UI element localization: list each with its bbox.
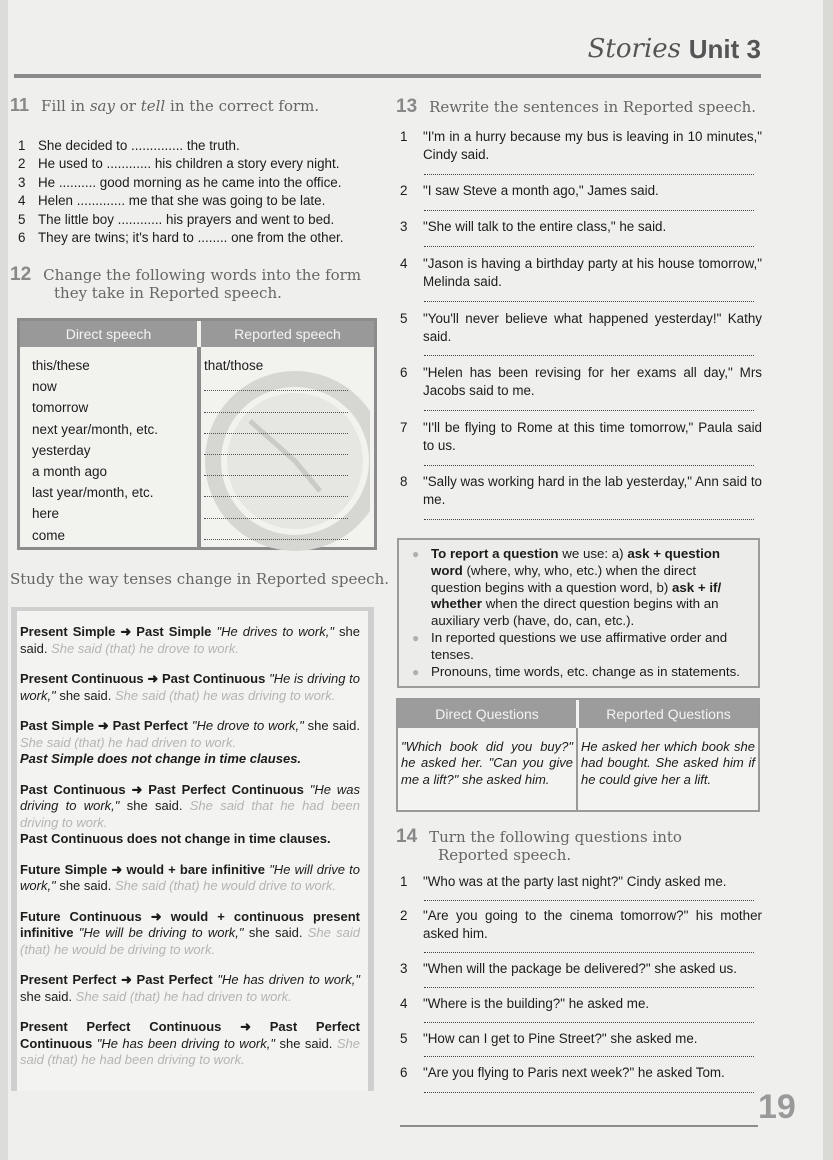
rule-bullet: ● To report a question we use: a) ask + question word (where, why, who, etc.) when the direct question begins with a question word, b) ask + if/ whether when the direct question begins with an auxiliary verb (have, do, can, etc.).: [412, 546, 722, 629]
ex12-heading: [10, 266, 370, 302]
col-reported-speech: Reported speech: [201, 321, 374, 347]
tense-example: "He has been driving to work,": [96, 1035, 275, 1051]
ex14-heading: [396, 828, 756, 864]
item-number: 8: [400, 474, 408, 489]
answer-line[interactable]: [424, 1092, 754, 1093]
tense-example: "He drove to work,": [191, 718, 304, 733]
item-text: "Jason is having a birthday party at his house tomorrow," Melinda said.: [423, 256, 762, 289]
tense-said: she said.: [59, 687, 112, 703]
list-item: [18, 211, 378, 229]
study-title: Study the way tenses change in Reported speech.: [10, 570, 390, 588]
item-number: 2: [400, 908, 408, 923]
item-number: 6: [400, 365, 408, 380]
answer-blank[interactable]: [204, 525, 366, 546]
ex11-or: or: [119, 97, 136, 115]
answer-line[interactable]: [424, 465, 754, 466]
ex11-number: 11: [10, 95, 30, 115]
tense-answer: She said (that) he had been driving to work.: [20, 1035, 360, 1067]
questions-table: [396, 698, 760, 812]
ex13-instruction: Rewrite the sentences in Reported speech.: [429, 98, 757, 116]
tense-example: "He will drive to work,": [20, 861, 360, 893]
page-edge-right: [823, 0, 833, 1160]
answer-line[interactable]: [424, 355, 754, 356]
item-text: "Sally was working hard in the lab yesterday," Ann said to me.: [423, 474, 762, 507]
tense-said: she said.: [126, 798, 183, 813]
answer-line[interactable]: [424, 952, 754, 953]
footer-rule: [400, 1125, 758, 1127]
unit-label: Unit 3: [688, 34, 761, 64]
question-rules-box: [397, 538, 760, 688]
rule-bold: ask + question word: [431, 546, 721, 578]
direct-cell: yesterday: [32, 442, 91, 458]
item-text: "Are you going to the cinema tomorrow?" his mother asked him.: [423, 908, 762, 941]
answer-line[interactable]: [424, 410, 754, 411]
rule-text: we use: a): [562, 546, 624, 561]
reported-questions-cell: He asked her which book she had bought. She asked him if he could give her a lift.: [581, 739, 755, 787]
item-text: Helen ............. me that she was going to be late.: [38, 193, 326, 209]
item-number: 2: [400, 183, 408, 198]
ex11-tell: tell: [140, 97, 166, 115]
tense-said: she said.: [20, 988, 73, 1004]
ex14-number: 14: [396, 826, 418, 847]
item-text: The little boy ............ his prayers and went to bed.: [38, 211, 335, 227]
item-text: They are twins; it's hard to ........ one from the other.: [38, 229, 344, 245]
item-text: "I saw Steve a month ago," James said.: [423, 183, 659, 198]
item-number: 6: [400, 1065, 408, 1080]
rule-bullet: ● Pronouns, time words, etc. change as in statements.: [412, 663, 740, 679]
direct-cell: come: [32, 527, 66, 543]
item-number: 3: [400, 961, 408, 976]
item-number: 7: [400, 420, 408, 435]
item-number: 6: [18, 229, 26, 245]
tense-rule: [20, 972, 360, 1005]
direct-cell: next year/month, etc.: [32, 421, 159, 437]
direct-cell: last year/month, etc.: [32, 485, 154, 501]
ex13-number: 13: [396, 96, 418, 117]
col-direct-questions: Direct Questions: [398, 700, 576, 728]
tense-example: "He is driving to work,": [20, 671, 360, 703]
answer-line[interactable]: [424, 174, 754, 175]
item-text: "You'll never believe what happened yesterday!" Kathy said.: [423, 311, 762, 344]
ex11-instruction-pre: Fill in: [41, 97, 86, 115]
rule-text: when the direct question begins with an auxiliary verb (have, do, can, etc.).: [431, 596, 719, 629]
tense-label: Present Continuous ➜ Past Continuous: [20, 671, 266, 686]
tense-answer: She said (that) he drove to work.: [51, 640, 239, 656]
ex11-instruction-post: in the correct form.: [170, 97, 320, 115]
tenses-box: [11, 607, 374, 1091]
tense-label: Future Continuous ➜ would + continuous present infinitive: [20, 908, 360, 940]
tense-example: "He was driving to work,": [20, 781, 360, 813]
rule-text: In reported questions we use affirmative order and tenses.: [431, 629, 728, 662]
item-text: He .......... good morning as he came into the office.: [38, 174, 342, 190]
item-number: 3: [18, 174, 26, 190]
tense-example: "He will be driving to work,": [78, 925, 244, 940]
tense-said: she said.: [279, 1035, 333, 1051]
tense-answer: She said (that) he would drive to work.: [114, 878, 337, 893]
tense-label: Past Continuous ➜ Past Perfect Continuous: [20, 781, 304, 797]
ex11-list: [18, 137, 378, 247]
answer-line[interactable]: [424, 246, 754, 247]
item-number: 3: [400, 219, 408, 234]
item-text: "I'm in a hurry because my bus is leaving in 10 minutes," Cindy said.: [423, 129, 762, 162]
item-number: 1: [400, 874, 408, 889]
answer-line[interactable]: [424, 987, 754, 988]
reported-cell: that/those: [204, 358, 264, 373]
ex12-table: [17, 318, 377, 550]
col-direct-speech: Direct speech: [20, 321, 197, 347]
item-text: "How can I get to Pine Street?" she asked me.: [423, 1031, 698, 1046]
direct-cell: tomorrow: [32, 400, 89, 416]
list-item: [18, 174, 378, 192]
tense-label: Past Simple ➜ Past Perfect: [20, 718, 189, 733]
rule-text: (where, why, who, etc.) when the direct question begins with a question word, b): [431, 562, 697, 595]
item-number: 2: [18, 156, 26, 172]
page-edge-left: [0, 0, 8, 1160]
answer-line[interactable]: [424, 900, 754, 901]
reported-column: [204, 355, 366, 546]
direct-column: [32, 355, 158, 546]
tense-answer: She said (that) he had driven to work.: [75, 988, 292, 1004]
list-item: [18, 192, 378, 210]
ex12-instruction: Change the following words into the form they take in Reported speech.: [43, 266, 362, 302]
item-number: 1: [18, 138, 26, 153]
direct-cell: this/these: [32, 358, 90, 373]
item-text: He used to ............ his children a story every night.: [38, 156, 340, 172]
tense-rule: [20, 909, 360, 959]
item-text: "She will talk to the entire class," he said.: [423, 219, 667, 234]
direct-questions-cell: "Which book did you buy?" he asked her. "Can you give me a lift?" she asked him.: [401, 739, 573, 787]
tense-label: Present Simple ➜ Past Simple: [20, 624, 212, 639]
table-divider: [197, 347, 201, 547]
list-item: [18, 229, 378, 247]
tense-rule: [20, 718, 360, 768]
ex11-heading: [10, 96, 380, 115]
tense-said: she said.: [20, 624, 360, 656]
item-number: 4: [400, 996, 408, 1011]
list-item: [18, 155, 378, 173]
tense-rule: [20, 624, 360, 657]
direct-cell: a month ago: [32, 463, 108, 479]
tense-example: "He drives to work,": [216, 624, 334, 639]
tense-rule: [20, 671, 360, 704]
direct-cell: here: [32, 506, 60, 522]
tense-said: she said.: [59, 878, 112, 893]
rule-text: Pronouns, time words, etc. change as in statements.: [431, 663, 740, 679]
ex12-number: 12: [10, 264, 32, 285]
tense-said: she said.: [248, 925, 303, 940]
header-rule: [14, 74, 761, 78]
answer-line[interactable]: [424, 210, 754, 211]
section-title: Stories: [587, 34, 681, 64]
tense-answer: She said (that) he was driving to work.: [114, 687, 336, 703]
answer-line[interactable]: [424, 1056, 754, 1057]
answer-line[interactable]: [424, 519, 754, 520]
direct-cell: now: [32, 379, 57, 395]
ex14-instruction: Turn the following questions into Reported speech.: [429, 828, 682, 864]
tense-rule: [20, 862, 360, 895]
item-number: 5: [400, 1031, 408, 1046]
rule-bullet: ● In reported questions we use affirmative order and tenses.: [412, 629, 728, 662]
item-text: "When will the package be delivered?" she asked us.: [423, 961, 737, 976]
tense-label: Present Perfect Continuous ➜ Past Perfect Continuous: [20, 1019, 360, 1051]
item-number: 5: [18, 211, 26, 227]
answer-line[interactable]: [424, 301, 754, 302]
page-number: 19: [758, 1088, 796, 1126]
rule-bold: To report a question: [431, 546, 559, 561]
tense-note: Past Continuous does not change in time clauses.: [20, 831, 331, 846]
table-divider: [576, 728, 578, 810]
tense-rule: [20, 1019, 360, 1069]
item-number: 4: [18, 193, 26, 209]
item-text: "I'll be flying to Rome at this time tomorrow," Paula said to us.: [423, 420, 762, 453]
item-text: "Who was at the party last night?" Cindy asked me.: [423, 874, 727, 889]
item-number: 5: [400, 311, 408, 326]
tense-note: Past Simple does not change in time clauses.: [20, 751, 302, 766]
tense-example: "He has driven to work,": [217, 972, 360, 987]
tense-label: Present Perfect ➜ Past Perfect: [20, 972, 213, 987]
col-reported-questions: Reported Questions: [579, 700, 758, 728]
tense-answer: She said that he had been driving to work.: [20, 798, 360, 830]
item-text: "Are you flying to Paris next week?" he asked Tom.: [423, 1065, 725, 1080]
tense-answer: She said (that) he would be driving to work.: [20, 925, 360, 957]
item-number: 4: [400, 256, 408, 271]
answer-line[interactable]: [424, 1022, 754, 1023]
item-text: She decided to .............. the truth.: [38, 138, 240, 153]
tense-said: she said.: [307, 718, 360, 733]
list-item: [18, 137, 378, 155]
tense-label: Future Simple ➜ would + bare infinitive: [20, 861, 266, 877]
ex13-heading: [396, 98, 766, 116]
rule-bold: ask + if/ whether: [431, 579, 722, 612]
item-text: "Helen has been revising for her exams all day," Mrs Jacobs said to me.: [423, 365, 762, 398]
tense-answer: She said (that) he had driven to work.: [20, 734, 237, 750]
item-number: 1: [400, 129, 408, 144]
ex11-say: say: [89, 97, 115, 115]
item-text: "Where is the building?" he asked me.: [423, 996, 650, 1011]
tense-rule: [20, 782, 360, 848]
